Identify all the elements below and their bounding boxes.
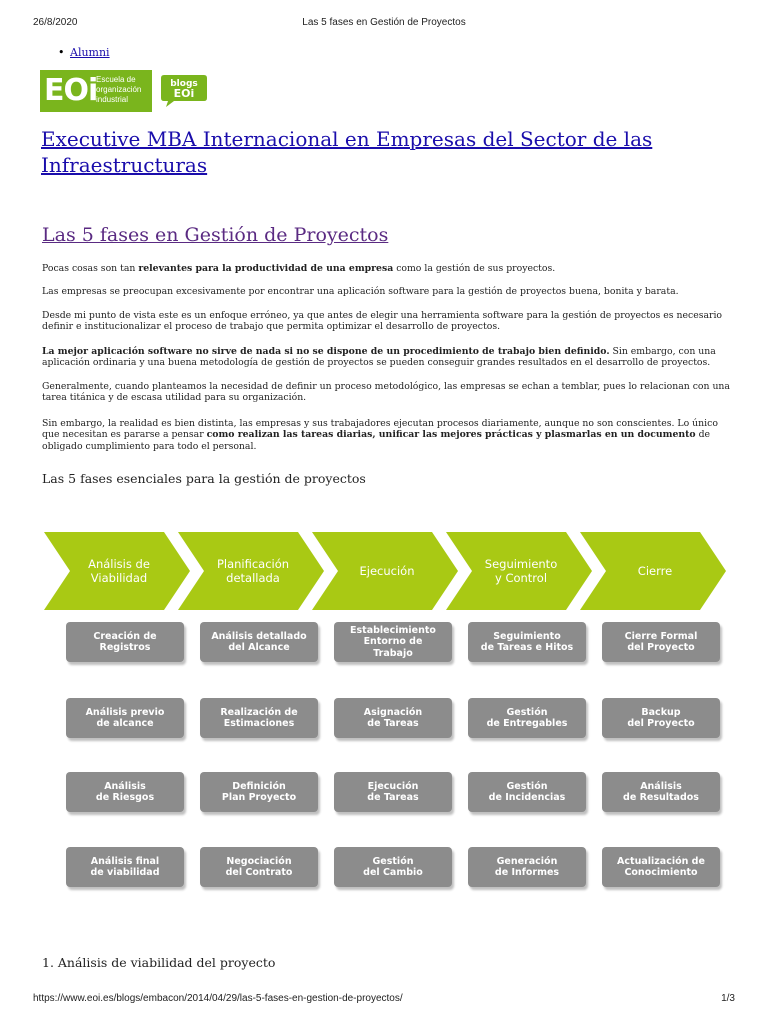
- post-title-link[interactable]: Las 5 fases en Gestión de Proyectos: [42, 224, 389, 246]
- paragraph-1-start: Pocas cosas son tan: [42, 263, 139, 274]
- task-box: Asignación de Tareas: [334, 698, 452, 738]
- task-box: Generación de Informes: [468, 847, 586, 887]
- paragraph-6-start: Sin embargo, la realidad es bien distinta, las empresas y sus trabajadores ejecutan procesos diariamente, aunque no son conscientes. Lo único que necesitan es pararse a pensar: [42, 418, 718, 441]
- phase-label-5: Cierre: [637, 564, 673, 578]
- site-title-link[interactable]: Executive MBA Internacional en Empresas del Sector de las Infraestructuras: [41, 127, 653, 177]
- task-box: Análisis final de viabilidad: [66, 847, 184, 887]
- task-box: Análisis previo de alcance: [66, 698, 184, 738]
- paragraph-1-end: como la gestión de sus proyectos.: [393, 263, 556, 274]
- task-box: Gestión del Cambio: [334, 847, 452, 887]
- task-box: Ejecución de Tareas: [334, 772, 452, 812]
- logo-subtitle: Escuela de organización industrial: [96, 75, 142, 104]
- nav-item-alumni: [58, 46, 110, 59]
- task-box: Realización de Estimaciones: [200, 698, 318, 738]
- task-box: Backup del Proyecto: [602, 698, 720, 738]
- logo-box: [40, 70, 152, 112]
- paragraph-6-end: de obligado cumplimiento para todo el personal.: [42, 429, 711, 452]
- task-box: Establecimiento Entorno de Trabajo: [334, 622, 452, 662]
- paragraph-1: [42, 263, 730, 274]
- site-title: [41, 126, 731, 178]
- print-page-number: 1/3: [721, 993, 735, 1004]
- paragraph-6: [42, 418, 730, 452]
- print-url: https://www.eoi.es/blogs/embacon/2014/04/29/las-5-fases-en-gestion-de-proyectos/: [33, 993, 403, 1004]
- task-box: Análisis de Riesgos: [66, 772, 184, 812]
- task-box: Seguimiento de Tareas e Hitos: [468, 622, 586, 662]
- task-grid: [40, 522, 730, 897]
- task-box: Gestión de Incidencias: [468, 772, 586, 812]
- paragraph-6-bold: como realizan las tareas diarias, unificar las mejores prácticas y plasmarlas en un documento: [206, 429, 696, 441]
- task-box: Negociación del Contrato: [200, 847, 318, 887]
- print-footer: [33, 993, 735, 1007]
- logo-mark: EOi: [44, 73, 98, 108]
- post-title: [42, 222, 732, 248]
- paragraph-5: Generalmente, cuando planteamos la necesidad de definir un proceso metodológico, las empresas se echan a temblar, pues lo relacionan con una tarea titánica y de escasa utilidad para su organización.: [42, 381, 730, 404]
- task-box: Definición Plan Proyecto: [200, 772, 318, 812]
- phase-label-3: Ejecución: [359, 564, 415, 578]
- phases-diagram: [40, 522, 730, 897]
- print-date: 26/8/2020: [33, 17, 78, 28]
- eoi-logo[interactable]: [40, 70, 210, 112]
- phase-label-1: Análisis de Viabilidad: [88, 557, 150, 585]
- task-box: Creación de Registros: [66, 622, 184, 662]
- blogs-eoi-text: EOi: [173, 87, 195, 100]
- paragraph-1-bold: relevantes para la productividad de una empresa: [138, 263, 394, 274]
- alumni-link[interactable]: Alumni: [70, 46, 110, 59]
- paragraph-4: [42, 346, 730, 369]
- nav-list: [58, 46, 110, 59]
- task-box: Análisis detallado del Alcance: [200, 622, 318, 662]
- task-box: Actualización de Conocimiento: [602, 847, 720, 887]
- blogs-eoi-bubble-icon: [158, 72, 208, 108]
- paragraph-4-rest: Sin embargo, con una aplicación ordinaria y una buena metodología de gestión de proyectos se pueden conseguir grandes resultados en el desarrollo de proyectos.: [42, 346, 716, 369]
- blogs-text: blogs: [170, 79, 198, 89]
- task-box: Cierre Formal del Proyecto: [602, 622, 720, 662]
- paragraph-4-bold: La mejor aplicación software no sirve de nada si no se dispone de un procedimiento de trabajo bien definido.: [42, 346, 610, 357]
- paragraph-3: Desde mi punto de vista este es un enfoque erróneo, ya que antes de elegir una herramienta software para la gestión de proyectos es necesario definir e institucionalizar el proceso de trabajo que permita optimizar el desarrollo de proyectos.: [42, 310, 723, 333]
- section-heading: Las 5 fases esenciales para la gestión de proyectos: [42, 471, 366, 486]
- print-page-title: Las 5 fases en Gestión de Proyectos: [302, 17, 466, 28]
- phase-label-2: Planificación detallada: [216, 557, 290, 585]
- task-box: Análisis de Resultados: [602, 772, 720, 812]
- section-1-heading: 1. Análisis de viabilidad del proyecto: [42, 955, 276, 970]
- print-header: [33, 17, 735, 31]
- task-box: Gestión de Entregables: [468, 698, 586, 738]
- phase-label-4: Seguimiento y Control: [484, 557, 558, 585]
- paragraph-2: Las empresas se preocupan excesivamente por encontrar una aplicación software para la gestión de proyectos buena, bonita y barata.: [42, 286, 679, 297]
